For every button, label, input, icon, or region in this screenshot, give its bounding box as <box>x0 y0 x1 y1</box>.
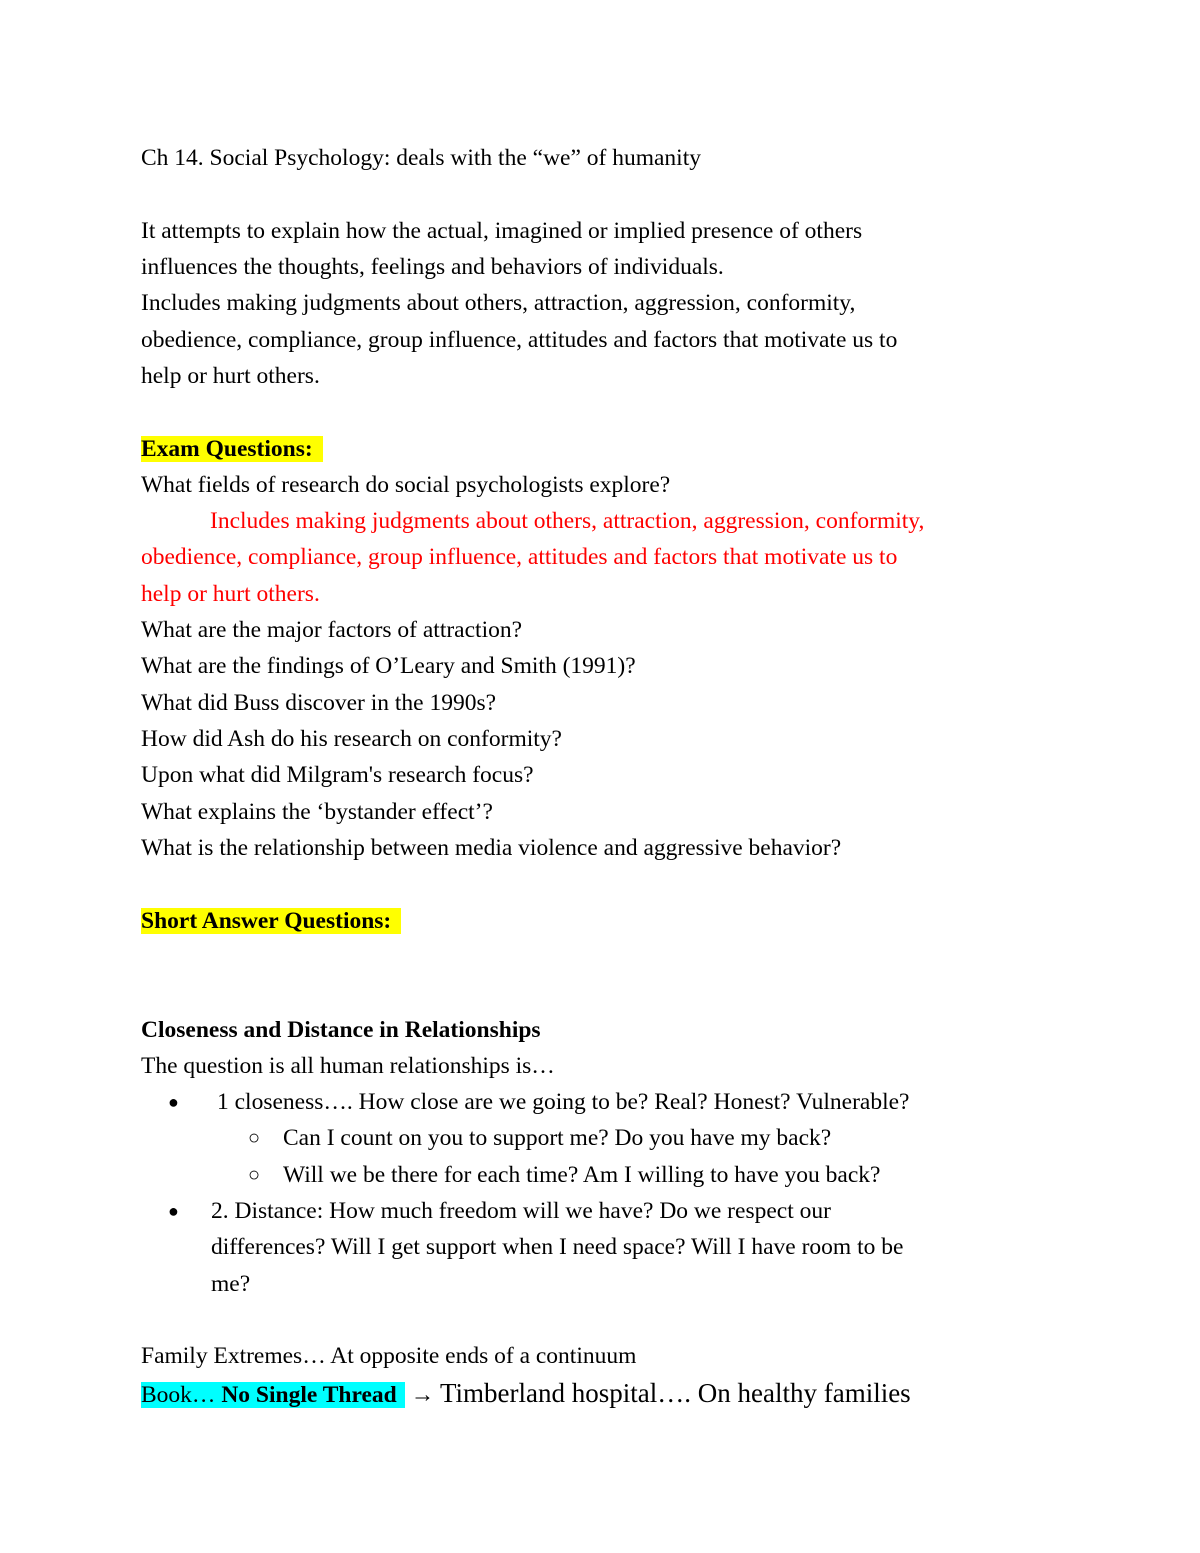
book-line <box>141 1378 911 1410</box>
relationships-heading: Closeness and Distance in Relationships <box>141 1017 541 1043</box>
book-note: Timberland hospital…. On healthy families <box>440 1378 911 1408</box>
bullet-icon: ● <box>168 1201 179 1221</box>
sub-bullet-item: Can I count on you to support me? Do you have my back? <box>283 1125 832 1151</box>
bullet-item: 1 closeness…. How close are we going to be? Real? Honest? Vulnerable? <box>217 1089 910 1115</box>
exam-question: What are the major factors of attraction? <box>141 617 523 643</box>
exam-answer-line: Includes making judgments about others, attraction, aggression, conformity, <box>210 508 925 534</box>
exam-question: What fields of research do social psychologists explore? <box>141 472 671 498</box>
book-highlight <box>141 1382 405 1408</box>
sub-bullet-icon: ○ <box>248 1164 261 1186</box>
family-extremes-line: Family Extremes… At opposite ends of a continuum <box>141 1343 637 1369</box>
intro-line: It attempts to explain how the actual, imagined or implied presence of others <box>141 218 863 244</box>
exam-heading-wrap <box>141 434 323 464</box>
sub-bullet-icon: ○ <box>248 1127 261 1149</box>
exam-questions-heading: Exam Questions: <box>141 436 323 462</box>
exam-question: What did Buss discover in the 1990s? <box>141 690 497 716</box>
exam-question: What is the relationship between media violence and aggressive behavior? <box>141 835 842 861</box>
exam-question: Upon what did Milgram's research focus? <box>141 762 534 788</box>
book-prefix: Book… <box>141 1382 222 1408</box>
exam-question: How did Ash do his research on conformity? <box>141 726 562 752</box>
short-answer-heading-wrap <box>141 906 401 936</box>
chapter-title: Ch 14. Social Psychology: deals with the “we” of humanity <box>141 145 701 171</box>
arrow-icon: → <box>404 1382 440 1408</box>
bullet-item-continued: differences? Will I get support when I need space? Will I have room to be <box>211 1234 904 1260</box>
relationships-lead: The question is all human relationships is… <box>141 1053 555 1079</box>
exam-question: What explains the ‘bystander effect’? <box>141 799 493 825</box>
short-answer-heading: Short Answer Questions: <box>141 908 401 934</box>
bullet-item: 2. Distance: How much freedom will we have? Do we respect our <box>211 1198 831 1224</box>
intro-line: obedience, compliance, group influence, attitudes and factors that motivate us to <box>141 327 898 353</box>
bullet-item-continued: me? <box>211 1271 251 1297</box>
exam-answer-line: help or hurt others. <box>141 581 320 607</box>
book-title: No Single Thread <box>221 1382 397 1408</box>
intro-line: Includes making judgments about others, attraction, aggression, conformity, <box>141 290 856 316</box>
exam-question: What are the findings of O’Leary and Smith (1991)? <box>141 653 636 679</box>
intro-line: influences the thoughts, feelings and behaviors of individuals. <box>141 254 724 280</box>
bullet-icon: ● <box>168 1092 179 1112</box>
intro-line: help or hurt others. <box>141 363 320 389</box>
exam-answer-line: obedience, compliance, group influence, attitudes and factors that motivate us to <box>141 544 898 570</box>
sub-bullet-item: Will we be there for each time? Am I willing to have you back? <box>283 1162 881 1188</box>
